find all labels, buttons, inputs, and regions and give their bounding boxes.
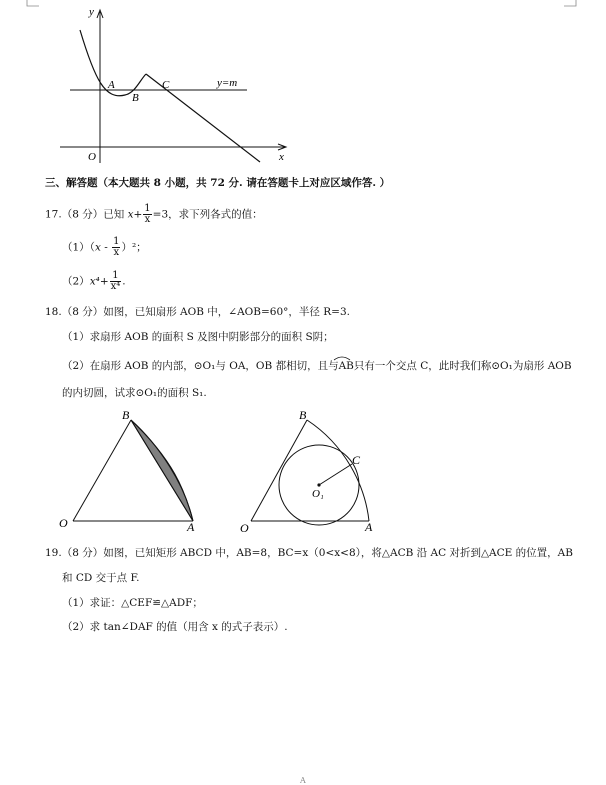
q17-suffix: =3，求下列各式的值： — [152, 208, 263, 221]
section-title: 三、解答题（本大题共 8 小题，共 72 分. 请在答题卡上对应区域作答. ） — [45, 177, 391, 189]
corner-mark-top-left — [26, 0, 40, 8]
graph-y-label: y — [89, 6, 94, 18]
q18-part1: （1）求扇形 AOB 的面积 S 及图中阴影部分的面积 S阴； — [62, 331, 334, 343]
q17-p1-var: x — [94, 241, 101, 254]
q19-stem: 19.（8 分）如图，已知矩形 ABCD 中，AB=8，BC=x（0<x<8），将△ACB 沿 AC 对折到△ACE 的位置，AB — [45, 547, 573, 559]
q17-part2 — [62, 271, 126, 292]
graph-point-a: A — [108, 79, 115, 91]
q17-p2-x4: x⁴+ — [89, 275, 109, 288]
q17-p2-tail: . — [122, 275, 126, 288]
q17-frac-den: x — [144, 214, 151, 225]
q17-p1-frac-num: 1 — [113, 236, 120, 247]
q17-frac-num: 1 — [144, 203, 151, 214]
q19-part1: （1）求证：△CEF≌△ADF； — [62, 597, 203, 609]
graph-point-b: B — [132, 92, 139, 104]
q17-plus: + — [133, 208, 143, 221]
q17-p2-frac-num: 1 — [110, 271, 122, 282]
left-fig-label-a: A — [187, 520, 195, 533]
q17-p1-minus: - — [100, 241, 112, 254]
right-fig-label-c: C — [352, 453, 361, 467]
function-graph — [50, 0, 300, 170]
sector-figure-left — [55, 405, 205, 533]
right-fig-label-o: O — [240, 521, 249, 533]
q19-stem-cont: 和 CD 交于点 F. — [62, 572, 140, 584]
q17-prefix: 17.（8 分）已知 — [45, 208, 125, 221]
q19-part2: （2）求 tan∠DAF 的值（用含 x 的式子表示）. — [62, 621, 288, 633]
footer-mark: A — [300, 776, 306, 785]
left-fig-label-b: B — [122, 408, 130, 422]
q18-p2-arc: AB — [338, 360, 354, 372]
q17-stem — [45, 204, 263, 225]
arc-symbol — [333, 355, 351, 361]
graph-line-label: y=m — [217, 77, 238, 89]
left-fig-label-o: O — [59, 516, 68, 530]
q18-part2-cont: 的内切圆，试求⊙O₁的面积 S₁. — [62, 387, 207, 399]
q17-p2-label: （2） — [62, 275, 90, 288]
corner-mark-top-right — [564, 0, 578, 8]
q17-p2-fraction — [110, 271, 122, 292]
q17-fraction — [143, 204, 151, 225]
graph-point-c: C — [162, 79, 170, 91]
q17-p1-label: （1）（ — [62, 241, 95, 254]
right-fig-label-o1: O₁ — [312, 488, 324, 500]
q17-p1-frac-den: x — [113, 247, 120, 258]
q17-part1 — [62, 237, 147, 258]
q17-p1-fraction — [112, 237, 120, 258]
q17-p2-frac-den: x⁴ — [110, 281, 121, 292]
right-fig-label-a: A — [365, 520, 373, 533]
q18-p2-b: 只有一个交点 C，此时我们称⊙O₁为扇形 AOB — [353, 360, 572, 372]
graph-x-label: x — [279, 151, 284, 163]
sector-figure-right — [235, 405, 395, 533]
graph-origin-label: O — [88, 151, 96, 163]
q18-stem: 18.（8 分）如图，已知扇形 AOB 中，∠AOB=60°，半径 R=3. — [45, 306, 350, 318]
q18-part2 — [62, 359, 572, 373]
q17-p1-tail: ）²； — [121, 241, 147, 254]
q17-var: x — [127, 208, 134, 221]
q18-p2-a: （2）在扇形 AOB 的内部，⊙O₁与 OA，OB 都相切，且与 — [62, 360, 339, 372]
right-fig-label-b: B — [299, 408, 307, 422]
